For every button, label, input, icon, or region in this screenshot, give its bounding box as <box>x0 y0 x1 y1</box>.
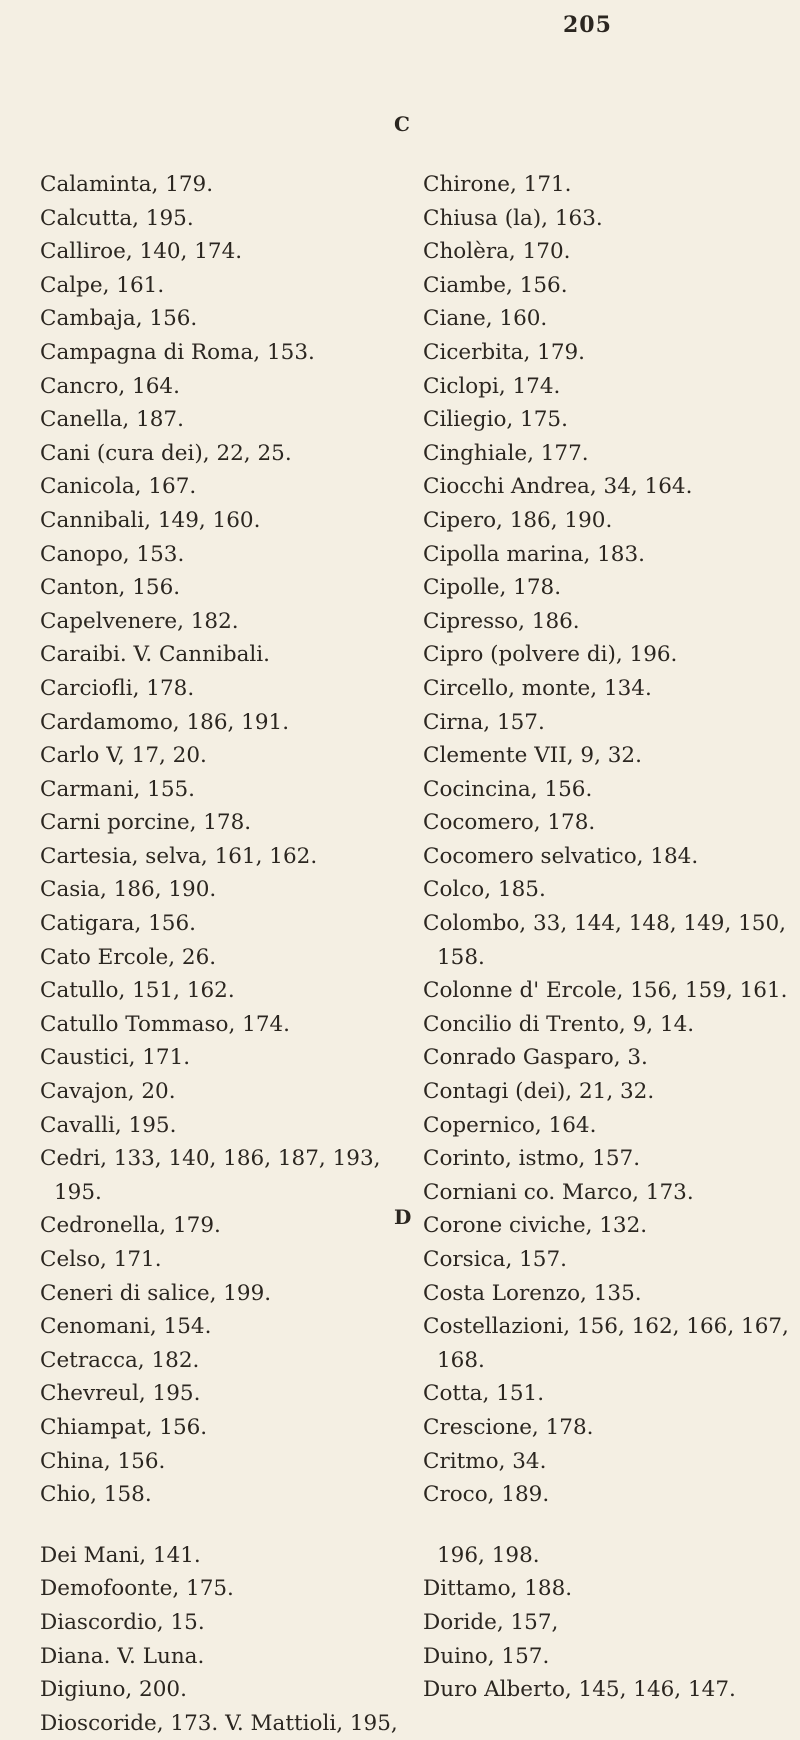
index-entry: Carni porcine, 178. <box>40 810 252 836</box>
index-entry: Dioscoride, 173. V. Mattioli, 195, <box>40 1710 398 1736</box>
index-entry: Concilio di Trento, 9, 14. <box>423 1011 695 1037</box>
index-entry: 168. <box>437 1347 485 1373</box>
index-entry: Costa Lorenzo, 135. <box>423 1280 642 1306</box>
right-d-entries <box>423 1539 773 1707</box>
index-entry: Catigara, 156. <box>40 911 197 937</box>
left-c-entries <box>40 168 381 1512</box>
index-entry: Calpe, 161. <box>40 272 165 298</box>
index-entry: Diana. V. Luna. <box>40 1643 205 1669</box>
index-entry: Doride, 157, <box>423 1609 559 1635</box>
index-entry: Cannibali, 149, 160. <box>40 507 261 533</box>
left-index-column <box>40 168 398 1740</box>
index-entry: Calcutta, 195. <box>40 205 194 231</box>
index-entry: 158. <box>437 944 485 970</box>
index-entry: Clemente VII, 9, 32. <box>423 743 642 769</box>
index-entry: Calaminta, 179. <box>40 172 214 197</box>
index-entry: Chirone, 171. <box>423 172 572 197</box>
index-entry: Carmani, 155. <box>40 776 196 802</box>
index-entry: Ciambe, 156. <box>423 272 568 298</box>
index-entry: Costellazioni, 156, 162, 166, 167, <box>423 1314 789 1340</box>
index-entry: Cocomero selvatico, 184. <box>423 843 699 869</box>
index-entry: Contagi (dei), 21, 32. <box>423 1079 655 1105</box>
index-entry: Cani (cura dei), 22, 25. <box>40 440 292 466</box>
index-entry: Critmo, 34. <box>423 1448 547 1474</box>
index-entry: Crescione, 178. <box>423 1414 594 1440</box>
page-number: 205 <box>563 12 612 38</box>
index-entry: Cedronella, 179. <box>40 1213 221 1239</box>
index-entry: Chevreul, 195. <box>40 1381 201 1407</box>
index-entry: Casia, 186, 190. <box>40 877 217 903</box>
index-entry: Cipolle, 178. <box>423 575 562 601</box>
index-entry: Cetracca, 182. <box>40 1347 200 1373</box>
index-entry: Ciliegio, 175. <box>423 407 568 433</box>
index-entry: Chio, 158. <box>40 1482 152 1508</box>
index-entry: Colombo, 33, 144, 148, 149, 150, <box>423 911 786 937</box>
index-entry: Cocomero, 178. <box>423 810 596 836</box>
index-entry: Catullo Tommaso, 174. <box>40 1011 291 1037</box>
index-entry: China, 156. <box>40 1448 166 1474</box>
index-entry: Calliroe, 140, 174. <box>40 239 243 265</box>
index-entry: Diascordio, 15. <box>40 1609 205 1635</box>
right-c-entries <box>423 168 789 1512</box>
index-entry: Cocincina, 156. <box>423 776 593 802</box>
index-entry: Cinghiale, 177. <box>423 440 589 466</box>
index-entry: Duino, 157. <box>423 1643 550 1669</box>
index-entry: Demofoonte, 175. <box>40 1576 234 1602</box>
index-entry: Cipro (polvere di), 196. <box>423 642 678 668</box>
index-entry: Chiampat, 156. <box>40 1414 208 1440</box>
index-entry: Cicerbita, 179. <box>423 339 586 365</box>
index-entry: Digiuno, 200. <box>40 1677 187 1703</box>
index-entry: Cipolla marina, 183. <box>423 541 646 567</box>
index-entry: Corniani co. Marco, 173. <box>423 1179 694 1205</box>
index-entry: Carciofli, 178. <box>40 675 195 701</box>
index-entry: 195. <box>54 1179 102 1205</box>
index-entry: Dittamo, 188. <box>423 1576 573 1602</box>
index-entry: Cotta, 151. <box>423 1381 545 1407</box>
index-entry: Cancro, 164. <box>40 373 180 399</box>
index-entry: Ceneri di salice, 199. <box>40 1280 272 1306</box>
section-letter-c: C <box>394 112 410 136</box>
index-entry: Corsica, 157. <box>423 1247 567 1272</box>
section-letter-d: D <box>394 1205 412 1229</box>
index-entry: Carlo V, 17, 20. <box>40 743 207 769</box>
index-entry: Cambaja, 156. <box>40 306 198 332</box>
left-d-entries <box>40 1539 398 1740</box>
index-entry: Celso, 171. <box>40 1247 162 1272</box>
index-entry: Canton, 156. <box>40 575 181 601</box>
index-entry: Duro Alberto, 145, 146, 147. <box>423 1677 736 1703</box>
index-entry: Cato Ercole, 26. <box>40 944 217 970</box>
index-entry: Colonne d' Ercole, 156, 159, 161. <box>423 978 788 1004</box>
index-entry: Ciclopi, 174. <box>423 373 561 399</box>
index-entry: Cardamomo, 186, 191. <box>40 709 290 735</box>
index-entry: Cedri, 133, 140, 186, 187, 193, <box>40 1146 381 1172</box>
index-entry: Campagna di Roma, 153. <box>40 339 315 365</box>
index-entry: Cirna, 157. <box>423 709 545 735</box>
index-entry: Dei Mani, 141. <box>40 1542 201 1568</box>
index-entry: Cenomani, 154. <box>40 1314 212 1340</box>
index-entry: Conrado Gasparo, 3. <box>423 1045 648 1071</box>
index-entry: Ciocchi Andrea, 34, 164. <box>423 474 693 500</box>
index-entry: Cavalli, 195. <box>40 1112 177 1138</box>
index-entry: Cavajon, 20. <box>40 1079 176 1105</box>
right-index-column <box>423 168 789 1707</box>
index-entry: Canopo, 153. <box>40 541 185 567</box>
index-entry: Cipresso, 186. <box>423 608 580 634</box>
index-entry: Cholèra, 170. <box>423 239 571 265</box>
index-entry: Circello, monte, 134. <box>423 675 652 701</box>
index-entry: 196, 198. <box>437 1542 540 1568</box>
index-entry: Copernico, 164. <box>423 1112 597 1138</box>
index-entry: Canicola, 167. <box>40 474 197 500</box>
index-entry: Caustici, 171. <box>40 1045 191 1071</box>
index-entry: Cartesia, selva, 161, 162. <box>40 843 318 869</box>
index-entry: Catullo, 151, 162. <box>40 978 235 1004</box>
index-entry: Corinto, istmo, 157. <box>423 1146 641 1172</box>
index-entry: Capelvenere, 182. <box>40 608 239 634</box>
index-entry: Ciane, 160. <box>423 306 548 332</box>
index-entry: Cipero, 186, 190. <box>423 507 613 533</box>
index-entry: Chiusa (la), 163. <box>423 205 603 231</box>
index-entry: Colco, 185. <box>423 877 546 903</box>
index-entry: Caraibi. V. Cannibali. <box>40 642 270 668</box>
index-entry: Corone civiche, 132. <box>423 1213 648 1239</box>
index-entry: Canella, 187. <box>40 407 184 433</box>
index-entry: Croco, 189. <box>423 1482 550 1508</box>
